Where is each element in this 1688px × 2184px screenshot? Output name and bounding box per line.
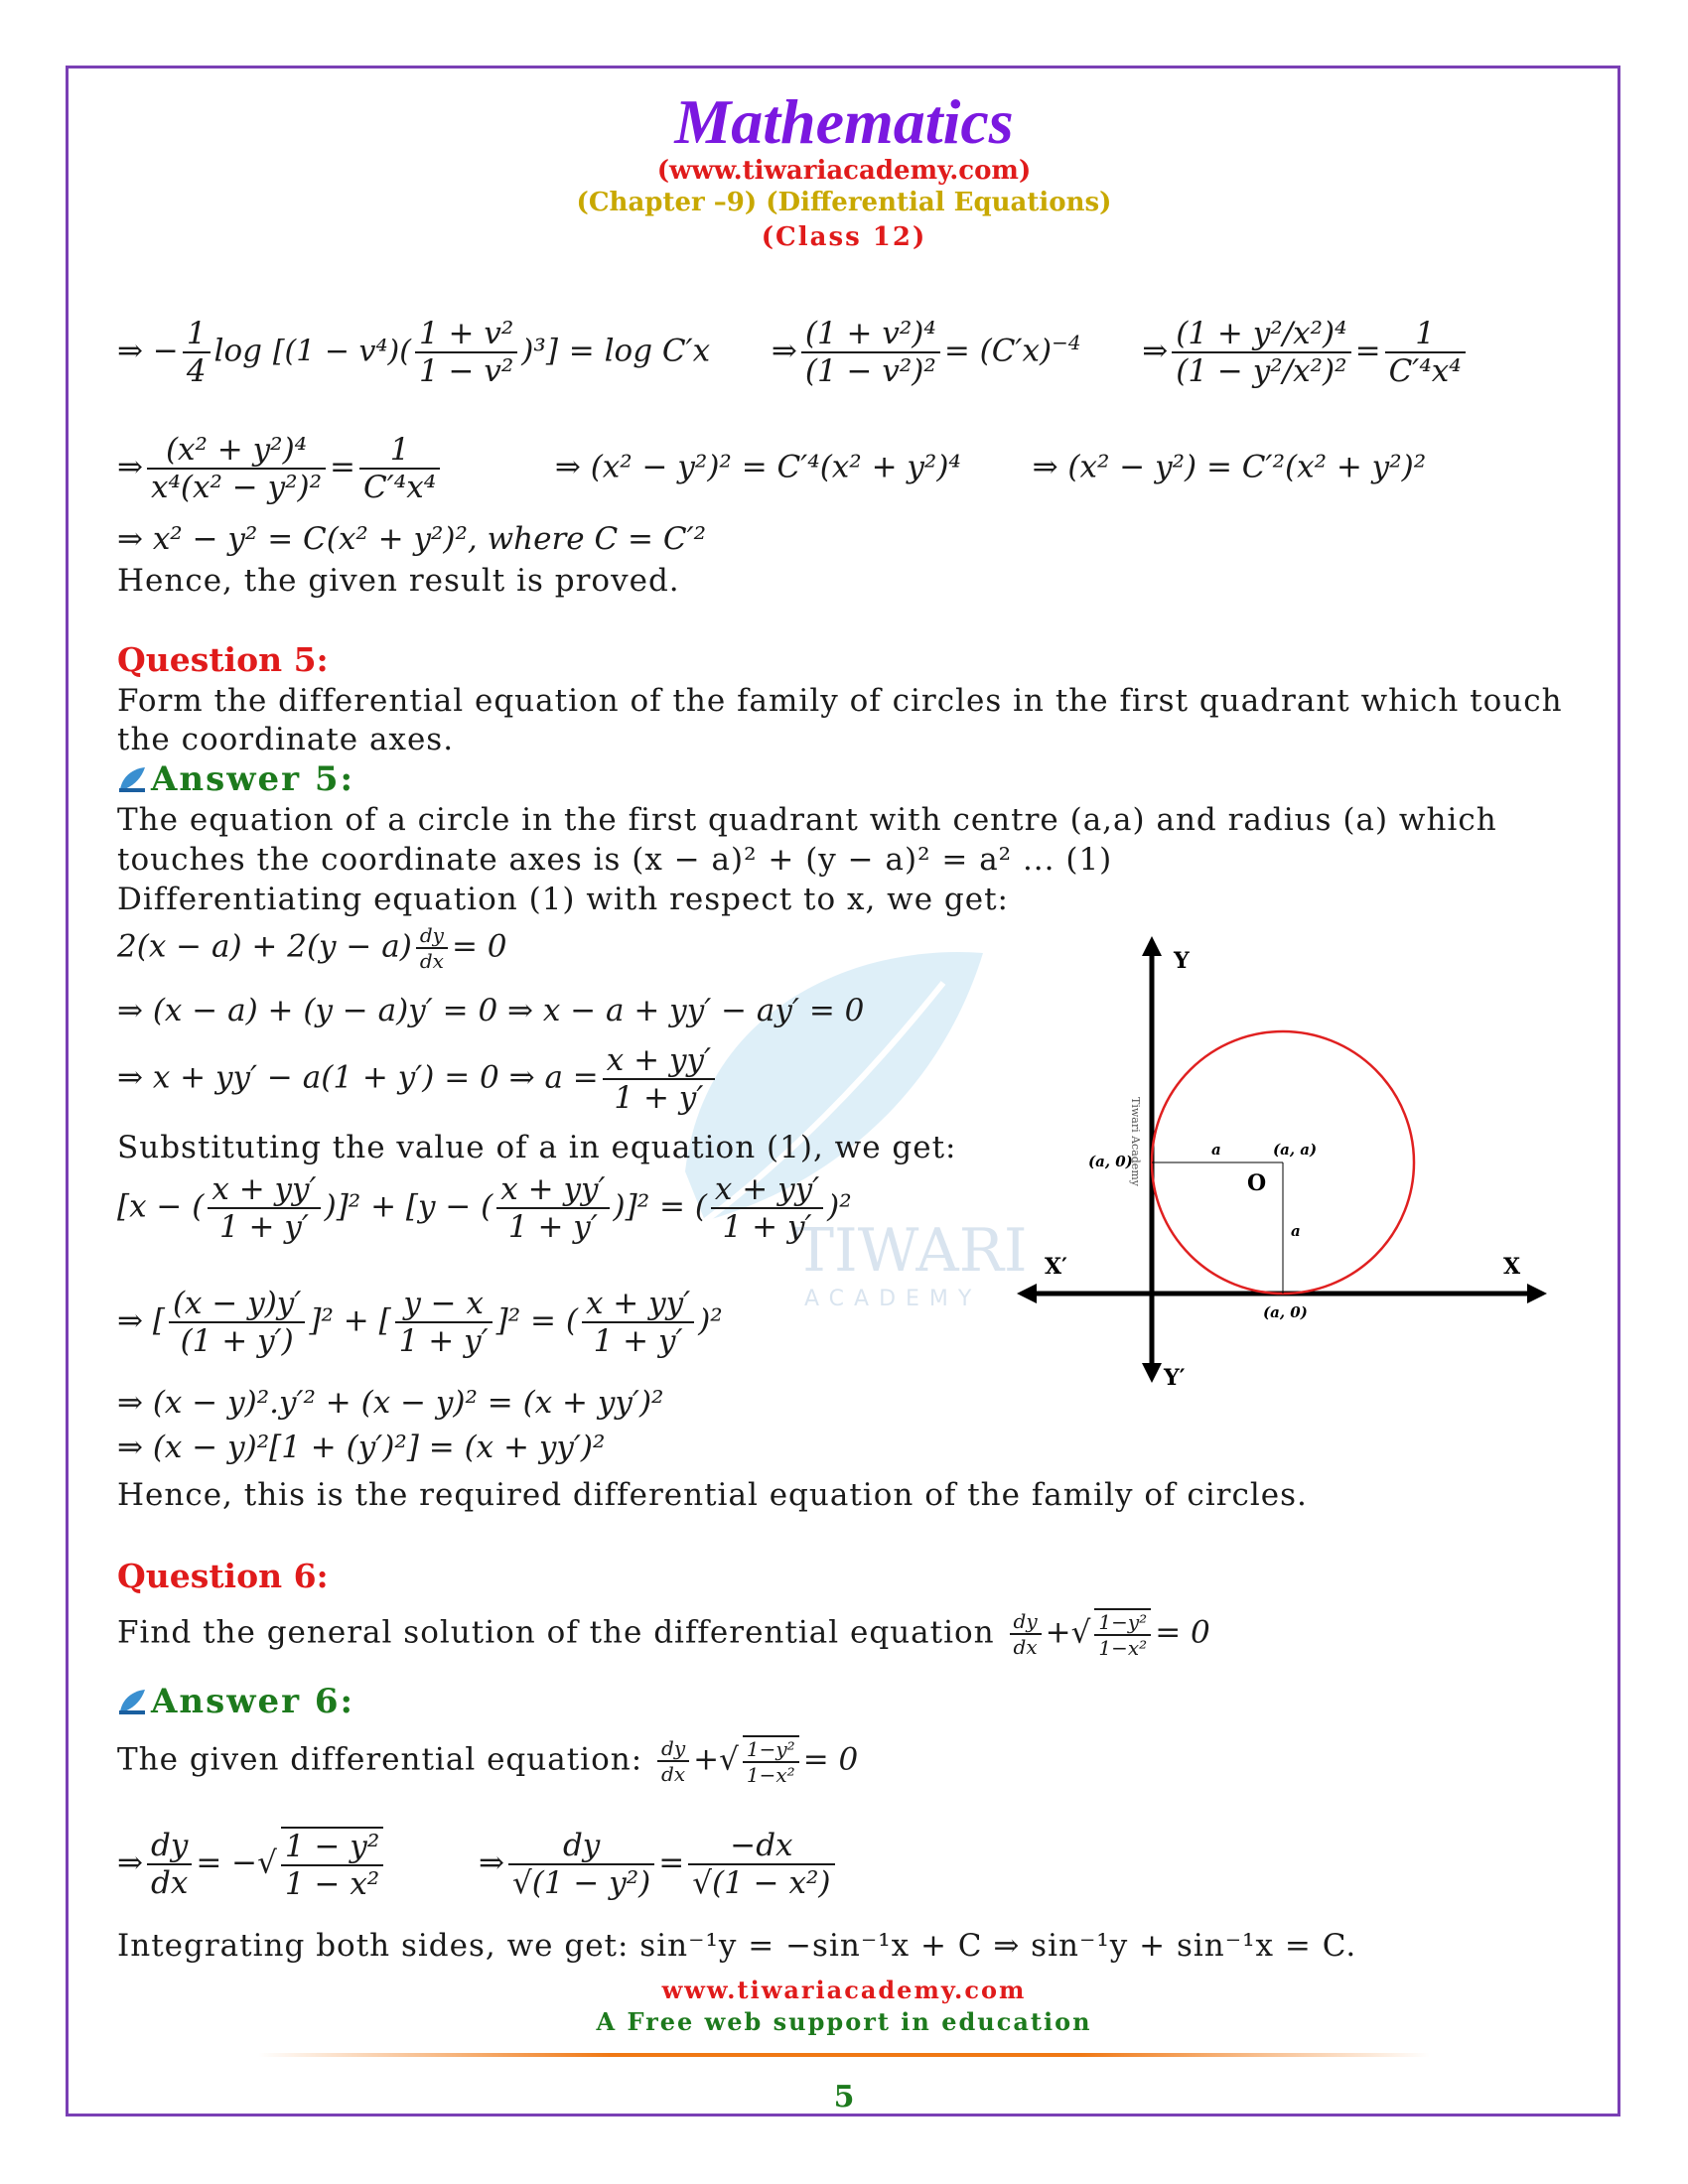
text: ⇒ − [117,333,179,369]
circle-diagram [1013,928,1549,1395]
answer-5-conclusion: Hence, this is the required differential equation of the family of circles. [117,1477,1308,1513]
question-6-text: Find the general solution of the differential equation $\frac{dy}{dx}$ +√ $\frac{\text{1−y²}}{\text{1−x²}}$ = 0 [117,1609,1210,1660]
x-label: X [1503,1254,1521,1280]
frac-num: 1 [183,316,211,353]
footer-divider [258,2053,1430,2057]
y-neg-axis-arrow-icon [1142,1363,1162,1383]
text: ⇒ (x² − y²)² = C′⁴(x² + y²)⁴ [554,449,961,485]
header-website: (www.tiwariacademy.com) [656,156,1032,186]
x-axis-arrow-icon [1527,1284,1547,1303]
text: ⇒ [117,449,143,485]
x-neg-axis-arrow-icon [1017,1284,1037,1303]
answer-5-line-2: touches the coordinate axes is (x − a)² + (y − a)² = a² ... (1) [117,842,1113,878]
answer-5-line-1: The equation of a circle in the first quadrant with centre (a,a) and radius (a) which [117,802,1497,838]
text: = log C′x [568,333,711,369]
y-neg-label: Y′ [1164,1365,1186,1391]
answer-6-line-3: Integrating both sides, we get: sin⁻¹y = −sin⁻¹x + C ⇒ sin⁻¹y + sin⁻¹x = C. [117,1928,1357,1964]
left-point-label: (a, 0) [1088,1153,1133,1170]
text: log [213,333,262,369]
x-neg-label: X′ [1045,1254,1067,1280]
question-5-text-2: the coordinate axes. [117,722,455,757]
question-6-heading: Question 6: [117,1557,329,1595]
answer-5-line-4: 2(x − a) + 2(y − a) $\frac{dy}{dx}$ = 0 [117,923,507,973]
answer-5-line-9: ⇒ [ $\frac{(x - y)y'}{(1 + y')}$ ]² + [ $\frac{y - x}{1 + y'}$ ]² = ( $\frac{x + yy'}{1 + y'}$ )² [117,1286,723,1359]
center-label: (a, a) [1273,1141,1318,1159]
header-class: (Class 12) [761,222,927,252]
footer-tagline: A Free web support in education [596,2007,1092,2036]
footer-website: www.tiwariacademy.com [661,1976,1027,2004]
answer-6-heading [117,1682,354,1721]
answer-6-line-2: ⇒ $\frac{dy}{dx}$ = −√ $\frac{\text{1 − y²}}{\text{1 − x²}}$ ⇒ $\frac{dy}{\text{√(1 − y²)}}$ = $\frac{-dx}{\text{√(1 − x²)}}$ [117,1827,839,1902]
y-axis-arrow-icon [1142,936,1162,956]
text: The given differential equation: [117,1741,643,1778]
header-chapter: (Chapter –9) (Differential Equations) [576,188,1112,217]
bottom-point-label: (a, 0) [1263,1303,1308,1321]
answer-5-line-10: ⇒ (x − y)².y′² + (x − y)² = (x + yy′)² [117,1385,664,1421]
answer-6-line-1: The given differential equation: $\frac{dy}{dx}$ +√ $\frac{\text{1−y²}}{\text{1−x²}}$ = 0 [117,1736,859,1787]
proof-line-2: ⇒ $\frac{\text{(x² + y²)⁴}}{\text{x⁴(x² − y²)²}}$ = $\frac{1}{\text{C′⁴x⁴}}$ ⇒ (x² − y²)² = C′⁴(x² + y²)⁴ ⇒ (x² − y²) = C′²(x² + y²)² [117,432,1427,505]
text: 2(x − a) + 2(y − a) [117,928,412,965]
text: ⇒ [1142,333,1169,369]
proof-line-1: ⇒ − $\frac{1}{4}$ log [(1 − v⁴)( $\frac{\text{1 + v²}}{\text{1 − v²}}$ )³] = log C′x ⇒ $\frac{\text{(1 + v²)⁴}}{\text{(1 − v²)²}}$ = $(C'x)^{-4}$ ⇒ $\frac{\text{(1 + y²/x²)⁴}}{\text{(1 − y²/x²)²}}$ = $\frac{1}{\text{C′⁴x⁴}}$ [117,316,1470,389]
answer-6-label: Answer 6: [151,1682,355,1721]
answer-5-line-11: ⇒ (x − y)²[1 + (y′)²] = (x + yy′)² [117,1430,606,1465]
question-5-text-1: Form the differential equation of the family of circles in the first quadrant which touch [117,683,1563,719]
answer-5-line-7: Substituting the value of a in equation (1), we get: [117,1130,957,1165]
answer-5-label: Answer 5: [151,759,355,799]
answer-5-line-5: ⇒ (x − a) + (y − a)y′ = 0 ⇒ x − a + yy′ − ay′ = 0 [117,993,865,1028]
proof-line-3: ⇒ x² − y² = C(x² + y²)², where C = C′² [117,521,707,557]
answer-icon [117,764,147,794]
answer-5-line-3: Differentiating equation (1) with respect to x, we get: [117,882,1009,917]
text: ⇒ (x² − y²) = C′²(x² + y²)² [1032,449,1427,485]
frac-den: 4 [186,353,207,389]
side-watermark-text: Tiwari Academy [1129,1097,1142,1186]
text: = 0 [451,928,507,965]
radius-h-label: a [1211,1141,1221,1159]
watermark-subtext: ACADEMY [804,1287,982,1311]
answer-5-line-6: ⇒ x + yy′ − a(1 + y′) = 0 ⇒ a = $\frac{x + yy'}{1 + y'}$ [117,1042,719,1116]
question-5-heading: Question 5: [117,640,329,679]
text: ⇒ x + yy′ − a(1 + y′) = 0 ⇒ a = [117,1059,599,1096]
text: ⇒ [771,333,797,369]
y-label: Y [1174,948,1190,974]
page-title: Mathematics [674,86,1014,157]
answer-5-line-8: [x − ( $\frac{x + yy'}{1 + y'}$ )]² + [y − ( $\frac{x + yy'}{1 + y'}$ )]² = ( $\frac{x + yy'}{1 + y'}$ )² [117,1171,852,1245]
text: = (C′x) [943,333,1053,369]
page-number: 5 [833,2080,855,2115]
radius-v-label: a [1291,1222,1301,1240]
answer-5-heading [117,759,354,799]
proof-conclusion: Hence, the given result is proved. [117,563,680,599]
answer-icon [117,1687,147,1716]
text: Find the general solution of the differential equation [117,1614,995,1651]
watermark-text: TIWARI [794,1216,1028,1286]
center-o-label: O [1247,1170,1267,1196]
